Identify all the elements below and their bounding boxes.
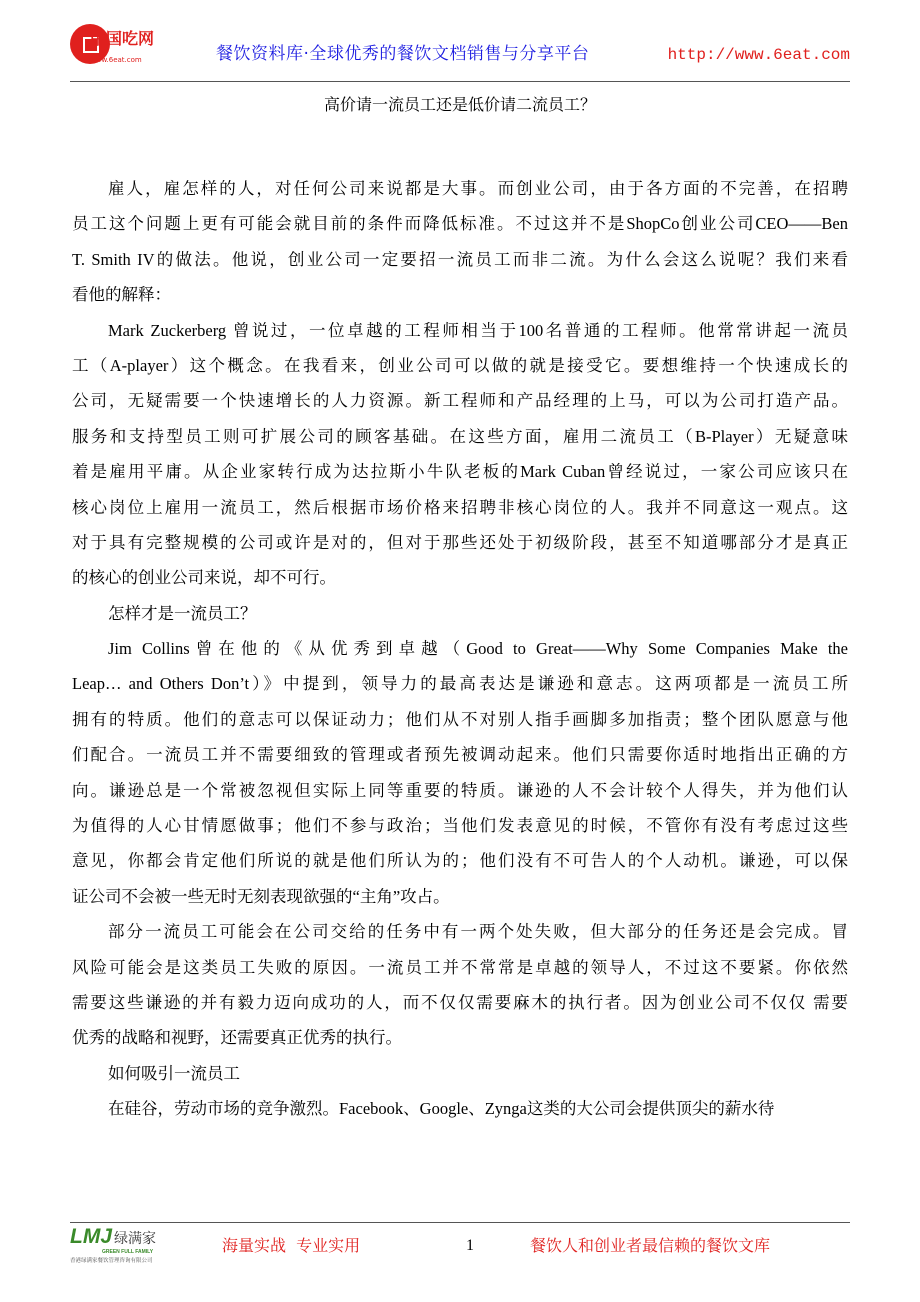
paragraph-line: 公司，无疑需要一个快速增长的人力资源。新工程师和产品经理的上马，可以为公司打造产品。: [72, 391, 848, 411]
page-footer: [70, 1226, 850, 1270]
paragraph-line: Mark Zuckerberg 曾说过，一位卓越的工程师相当于100名普通的工程师。他常常讲起一流员: [108, 320, 848, 340]
document-body: [72, 178, 848, 1134]
footer-slogan-left: 海量实战 专业实用: [222, 1236, 361, 1255]
paragraph-line: 们配合。一流员工并不需要细致的管理或者预先被调动起来。他们只需要你适时地指出正确的方: [72, 745, 848, 765]
paragraph-line: 工（A-player）这个概念。在我看来，创业公司可以做的就是接受它。要想维持一个快速成长的: [72, 355, 848, 375]
paragraph-line: 雇人，雇怎样的人，对任何公司来说都是大事。而创业公司，由于各方面的不完善，在招聘: [108, 179, 848, 198]
paragraph-line: 员工这个问题上更有可能会就目前的条件而降低标准。不过这并不是ShopCo创业公司CEO——Ben: [72, 214, 848, 234]
footer-company: 香港绿满家餐饮管理咨询有限公司: [70, 1258, 153, 1264]
paragraph-line: 拥有的特质。他们的意志可以保证动力；他们从不对别人指手画脚多加指责；整个团队愿意与他: [72, 709, 848, 729]
logo-text: 中国吃网: [90, 29, 155, 48]
paragraph-line: T. Smith IV的做法。他说，创业公司一定要招一流员工而非二流。为什么会这么说呢？我们来看: [72, 249, 848, 269]
document-title: 高价请一流员工还是低价请二流员工？: [323, 97, 596, 114]
footer-logo: [70, 1226, 210, 1270]
paragraph-line: 为值得的人心甘情愿做事；他们不参与政治；当他们发表意见的时候，不管你有没有考虑过这些: [72, 816, 848, 836]
paragraph-line: 需要这些谦逊的并有毅力迈向成功的人，而不仅仅需要麻木的执行者。因为创业公司不仅仅 需要: [72, 992, 848, 1012]
paragraph-line: 服务和支持型员工则可扩展公司的顾客基础。在这些方面，雇用二流员工（B-Player）无疑意味: [72, 426, 848, 446]
paragraph-line: 部分一流员工可能会在公司交给的任务中有一两个处失败，但大部分的任务还是会完成。冒: [108, 922, 848, 942]
site-logo[interactable]: [70, 22, 155, 72]
paragraph-line: 证公司不会被一些无时无刻表现欲强的“主角”攻占。: [72, 886, 450, 906]
logo-url: www.6eat.com: [90, 56, 142, 64]
paragraph-line: 的核心的创业公司来说，却不可行。: [72, 568, 336, 588]
paragraph-line: Leap… and Others Don’t）》中提到，领导力的最高表达是谦逊和意志。这两项都是一流员工所: [72, 674, 848, 694]
paragraph-line: 怎样才是一流员工？: [108, 603, 257, 623]
page-number: 1: [466, 1237, 474, 1254]
paragraph-line: 向。谦逊总是一个常被忽视但实际上同等重要的特质。谦逊的人不会计较个人得失，并为他们认: [72, 780, 848, 800]
footer-logo-top: [70, 1226, 156, 1248]
paragraph-line: 核心岗位上雇用一流员工，然后根据市场价格来招聘非核心岗位的人。我并不同意这一观点。这: [72, 497, 848, 517]
paragraph-line: 意见，你都会肯定他们所说的就是他们所认为的；他们没有不可告人的个人动机。谦逊，可以保: [72, 851, 848, 871]
footer-logo-cn: 绿满家: [114, 1231, 156, 1247]
header-site-link[interactable]: http://www.6eat.com: [667, 46, 850, 64]
footer-slogan-right: 餐饮人和创业者最信赖的餐饮文库: [530, 1236, 771, 1255]
paragraph-line: 对于具有完整规模的公司或许是对的，但对于那些还处于初级阶段，甚至不知道哪部分才是真正: [72, 532, 848, 552]
paragraph-line: 着是雇用平庸。从企业家转行成为达拉斯小牛队老板的Mark Cuban曾经说过，一家公司应该只在: [72, 462, 848, 482]
paragraph-line: Jim Collins曾在他的《从优秀到卓越（Good to Great——Why Some Companies Make the: [108, 639, 848, 659]
footer-logo-en: GREEN FULL FAMILY: [102, 1249, 154, 1255]
paragraph-line: 如何吸引一流员工: [108, 1063, 240, 1083]
header-divider: [70, 81, 850, 82]
page-header: [70, 20, 850, 80]
footer-logo-mark: LMJ: [70, 1225, 112, 1248]
footer-divider: [70, 1222, 850, 1223]
paragraph-line: 优秀的战略和视野，还需要真正优秀的执行。: [72, 1028, 402, 1048]
paragraph-line: 在硅谷，劳动市场的竞争激烈。Facebook、Google、Zynga这类的大公司会提供顶尖的薪水待: [108, 1099, 775, 1119]
paragraph-line: 风险可能会是这类员工失败的原因。一流员工并不常常是卓越的领导人，不过这不要紧。你依然: [72, 957, 848, 977]
paragraph-line: 看他的解释：: [72, 285, 171, 305]
header-slogan: 餐饮资料库·全球优秀的餐饮文档销售与分享平台: [216, 44, 590, 64]
